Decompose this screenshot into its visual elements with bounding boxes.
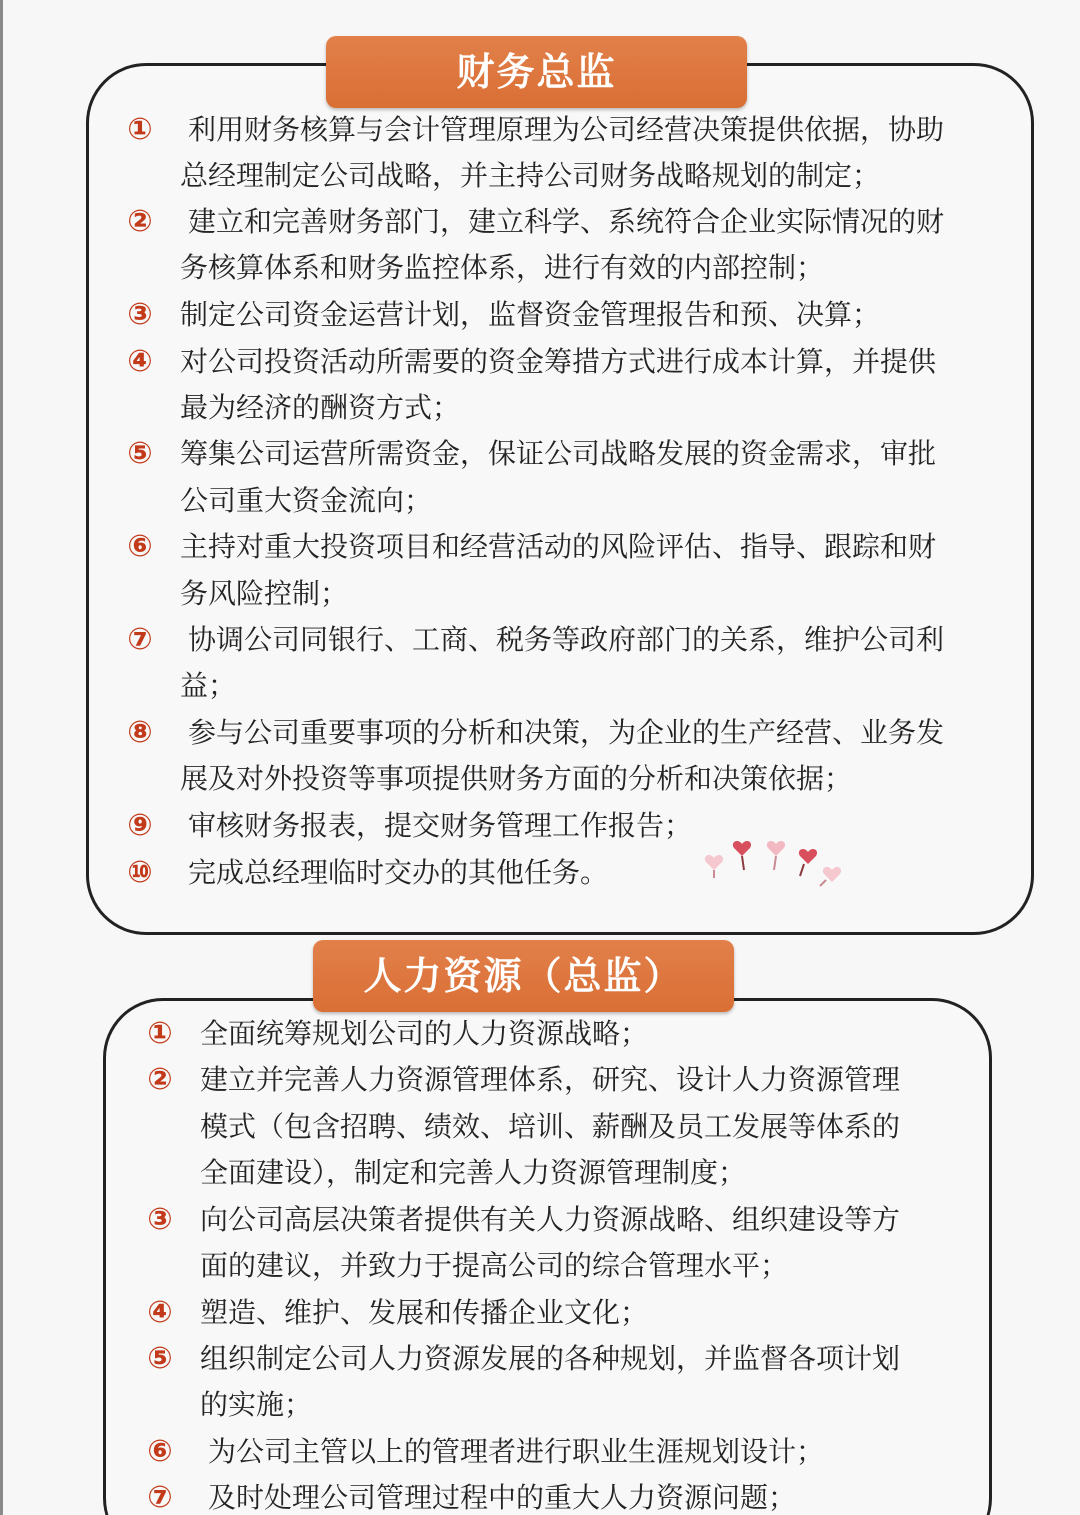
heart-icon	[733, 841, 751, 870]
item-line: 对公司投资活动所需要的资金筹措方式进行成本计算，并提供	[180, 345, 937, 378]
item-line: 展及对外投资等事项提供财务方面的分析和决策依据；	[180, 762, 853, 795]
item-line: 益；	[180, 669, 237, 702]
item-number: ⑨	[127, 808, 153, 843]
item-line: 务风险控制；	[180, 577, 349, 610]
item-line: 务核算体系和财务监控体系，进行有效的内部控制；	[180, 251, 825, 284]
item-line: 最为经济的酬资方式；	[180, 391, 461, 424]
item-number: ①	[127, 112, 153, 147]
item-number: ⑥	[127, 529, 153, 564]
item-number: ③	[127, 297, 153, 332]
item-line: 面的建议，并致力于提高公司的综合管理水平；	[200, 1249, 789, 1282]
hearts-decoration	[700, 832, 850, 892]
item-line: 全面建设），制定和完善人力资源管理制度；	[200, 1156, 747, 1189]
item-line: 建立并完善人力资源管理体系，研究、设计人力资源管理	[200, 1063, 901, 1096]
item-line: 及时处理公司管理过程中的重大人力资源问题；	[208, 1481, 797, 1514]
item-number: ⑥	[147, 1434, 173, 1469]
item-line: 的实施；	[200, 1388, 313, 1421]
item-number: ③	[147, 1202, 173, 1237]
item-line: 协调公司同银行、工商、税务等政府部门的关系，维护公司利	[188, 623, 945, 656]
finance-title: 财务总监	[326, 36, 747, 108]
item-line: 审核财务报表，提交财务管理工作报告；	[188, 809, 693, 842]
item-number: ②	[127, 204, 153, 239]
item-line: 参与公司重要事项的分析和决策，为企业的生产经营、业务发	[188, 716, 945, 749]
item-number: ⑤	[127, 436, 153, 471]
item-line: 塑造、维护、发展和传播企业文化；	[200, 1296, 649, 1329]
heart-icon	[820, 867, 841, 886]
item-number: ①	[147, 1016, 173, 1051]
item-line: 为公司主管以上的管理者进行职业生涯规划设计；	[208, 1435, 825, 1468]
item-line: 完成总经理临时交办的其他任务。	[188, 856, 609, 889]
item-line: 公司重大资金流向；	[180, 484, 433, 517]
heart-icon	[705, 855, 723, 878]
item-line: 主持对重大投资项目和经营活动的风险评估、指导、跟踪和财	[180, 530, 937, 563]
hr-title: 人力资源（总监）	[313, 940, 734, 1012]
item-line: 筹集公司运营所需资金，保证公司战略发展的资金需求，审批	[180, 437, 937, 470]
item-line: 建立和完善财务部门，建立科学、系统符合企业实际情况的财	[188, 205, 945, 238]
item-number: ⑤	[147, 1341, 173, 1376]
item-line: 全面统筹规划公司的人力资源战略；	[200, 1017, 649, 1050]
item-line: 制定公司资金运营计划，监督资金管理报告和预、决算；	[180, 298, 881, 331]
left-edge-line	[0, 0, 3, 1515]
item-number: ②	[147, 1062, 173, 1097]
item-number: ④	[147, 1295, 173, 1330]
item-number: ⑦	[127, 622, 153, 657]
item-line: 利用财务核算与会计管理原理为公司经营决策提供依据，协助	[188, 113, 945, 146]
item-number: ⑧	[127, 715, 153, 750]
item-line: 向公司高层决策者提供有关人力资源战略、组织建设等方	[200, 1203, 901, 1236]
item-line: 模式（包含招聘、绩效、培训、薪酬及员工发展等体系的	[200, 1110, 901, 1143]
heart-icon	[799, 849, 817, 876]
item-line: 组织制定公司人力资源发展的各种规划，并监督各项计划	[200, 1342, 901, 1375]
item-number: ⑩	[127, 855, 153, 890]
item-number: ④	[127, 344, 153, 379]
heart-icon	[767, 841, 785, 870]
item-number: ⑦	[147, 1480, 173, 1515]
item-line: 总经理制定公司战略，并主持公司财务战略规划的制定；	[180, 159, 881, 192]
